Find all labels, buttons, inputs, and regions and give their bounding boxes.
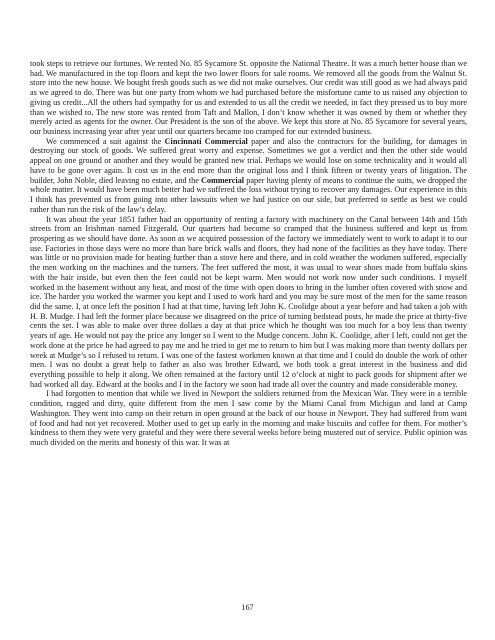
paragraph-text: paper and also the contractors for the building, for damages in destroying our stock of goods. We suffered great worry and expense. Sometimes we got a verdict and then the other side would appeal on one ground or another and they would be granted new trial. Perhaps we would lose on some technicality and it would all have to be gone over again. It cost us in the end more than the original loss and I think fifteen or twenty years of litigation. The builder, John Noble, died leaving no estate, and the — [30, 136, 467, 185]
body-text — [30, 59, 467, 448]
paragraph-text: paper having plenty of means to continue the suits, we dropped the whole matter. It would have been much better had we suffered the loss without trying to recover any damages. Our experience in this I think has prevented us from going into other lawsuits when we had justice on our side, but preferred to settle as best we could rather than run the risk of the law’s delay. — [30, 175, 467, 214]
paragraph-text: We commenced a suit against the — [46, 136, 165, 146]
bold-title-text: Commercial — [201, 175, 245, 185]
paragraph — [30, 215, 467, 390]
paragraph-text: I had forgotten to mention that while we lived in Newport the soldiers returned from the Mexican War. They were in a terrible condition, ragged and dirty, quite different from the men I saw come by the Miami Canal from Michigan and land at Camp Washington. They went into camp on their return in open ground at the back of our house in Newport. They had suffered from want of food and had not yet recovered. Mother used to get up early in the morning and make biscuits and coffee for them. For mother’s kindness to them they were very grateful and they were there several weeks before being mustered out of service. Public opinion was much divided on the merits and honesty of this war. It was at — [30, 389, 467, 448]
paragraph-text: took steps to retrieve our fortunes. We rented No. 85 Sycamore St. opposite the National Theatre. It was a much better house than we had. We manufactured in the top floors and kept the two lower floors for sale rooms. We removed all the goods from the Walnut St. store into the new house. We bought fresh goods such as we did not make ourselves. Our credit was still good as we had always paid as we agreed to do. There was but one party from whom we had purchased before the misfortune came to us raised any objection to giving us credit...All the others had sympathy for us and extended to us all the credit we needed, in fact they pressed us to buy more than we wished to. The new store was rented from Taft and Mallon, I don’t know whether it was owned by them or whether they merely acted as agents for the owner. Our President is the son of the above. We kept this store at No. 85 Sycamore for several years, our business increasing year after year until our quarters became too cramped for our extended business. — [30, 59, 467, 137]
bold-title-text: Cincinnati Commercial — [164, 136, 248, 146]
paragraph — [30, 59, 467, 137]
paragraph — [30, 137, 467, 215]
paragraph — [30, 389, 467, 447]
page-number: 167 — [241, 603, 254, 612]
paragraph-text: It was about the year 1851 father had an opportunity of renting a factory with machinery on the Canal between 14th and 15th streets from an Irishman named Fitzgerald. Our quarters had become so cramped that the business suffered and kept us from prospering as we should have done. As soon as we acquired possession of the factory we immediately went to work to adapt it to our use. Factories in those days were no more than bare brick walls and floors, they had none of the facilities as they have today. There was little or no provision made for heating further than a stove here and there, and in cold weather the workmen suffered, especially the men working on the machines and the turners. The feet suffered the most, it was usual to wear shoes made from buffalo skins with the hair inside, but even then the feet could not be kept warm. Men would not work now under such conditions. I myself worked in the basement without any heat, and most of the time with open doors to bring in the lumber often covered with snow and ice. The harder you worked the warmer you kept and I used to work hard and you may be sure most of the men for the same reason did the same. I, at once left the position I had at that time, having left John K. Coolidge about a year before and had taken a job with H. B. Mudge. I had left the former place because we disagreed on the price of turning bedstead posts, he made the price at thirty-five cents the set. I was able to make over three dollars a day at that price which he thought was too much for a boy less than twenty years of age. He would not pay the price any longer so I went to the Mudge concern. John K. Coolidge, after I left, could not get the work done at the price he had agreed to pay me and he tried to get me to return to him but I was making more than twenty dollars per week at Mudge’s so I refused to return. I was one of the fastest workmen known at that time and I could do double the work of other men. I was no doubt a great help to father as also was brother Edward, we both took a great interest in the business and did everything possible to help it along. We often remained at the factory until 12 o’clock at night to pack goods for shipment after we had worked all day. Edward at the books and I in the factory we soon had trade all over the country and made considerable money. — [30, 214, 467, 389]
